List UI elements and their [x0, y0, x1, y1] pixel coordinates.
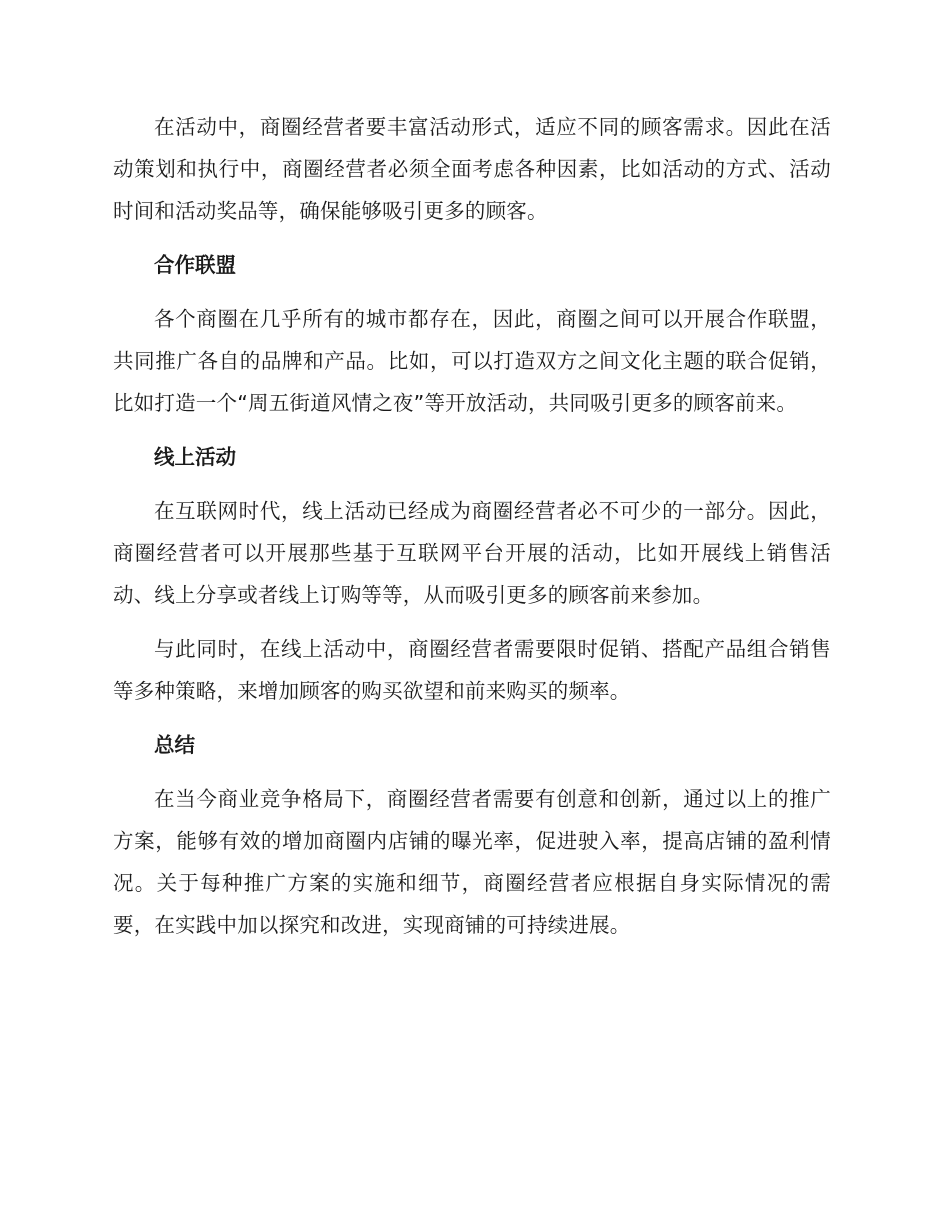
heading-online-activities: 线上活动	[154, 445, 236, 469]
paragraph-online-activities: 在互联网时代，线上活动已经成为商圈经营者必不可少的一部分。因此，商圈经营者可以开展那些基于互联网平台开展的活动，比如开展线上销售活动、线上分享或者线上订购等等，从而吸引更多的顾客前来参加。	[113, 499, 831, 607]
paragraph-online-strategies: 与此同时，在线上活动中，商圈经营者需要限时促销、搭配产品组合销售等多种策略，来增加顾客的购买欲望和前来购买的频率。	[113, 637, 831, 703]
heading-summary: 总结	[154, 733, 195, 757]
paragraph-cooperation-alliance: 各个商圈在几乎所有的城市都存在，因此，商圈之间可以开展合作联盟，共同推广各自的品牌和产品。比如，可以打造双方之间文化主题的联合促销，比如打造一个“周五街道风情之夜”等开放活动，共同吸引更多的顾客前来。	[113, 307, 831, 415]
document-page	[113, 106, 831, 958]
paragraph-activity-forms: 在活动中，商圈经营者要丰富活动形式，适应不同的顾客需求。因此在活动策划和执行中，商圈经营者必须全面考虑各种因素，比如活动的方式、活动时间和活动奖品等，确保能够吸引更多的顾客。	[113, 115, 831, 223]
paragraph-summary: 在当今商业竞争格局下，商圈经营者需要有创意和创新，通过以上的推广方案，能够有效的增加商圈内店铺的曝光率，促进驶入率，提高店铺的盈利情况。关于每种推广方案的实施和细节，商圈经营者应根据自身实际情况的需要，在实践中加以探究和改进，实现商铺的可持续进展。	[113, 787, 831, 937]
heading-cooperation-alliance: 合作联盟	[154, 253, 236, 277]
